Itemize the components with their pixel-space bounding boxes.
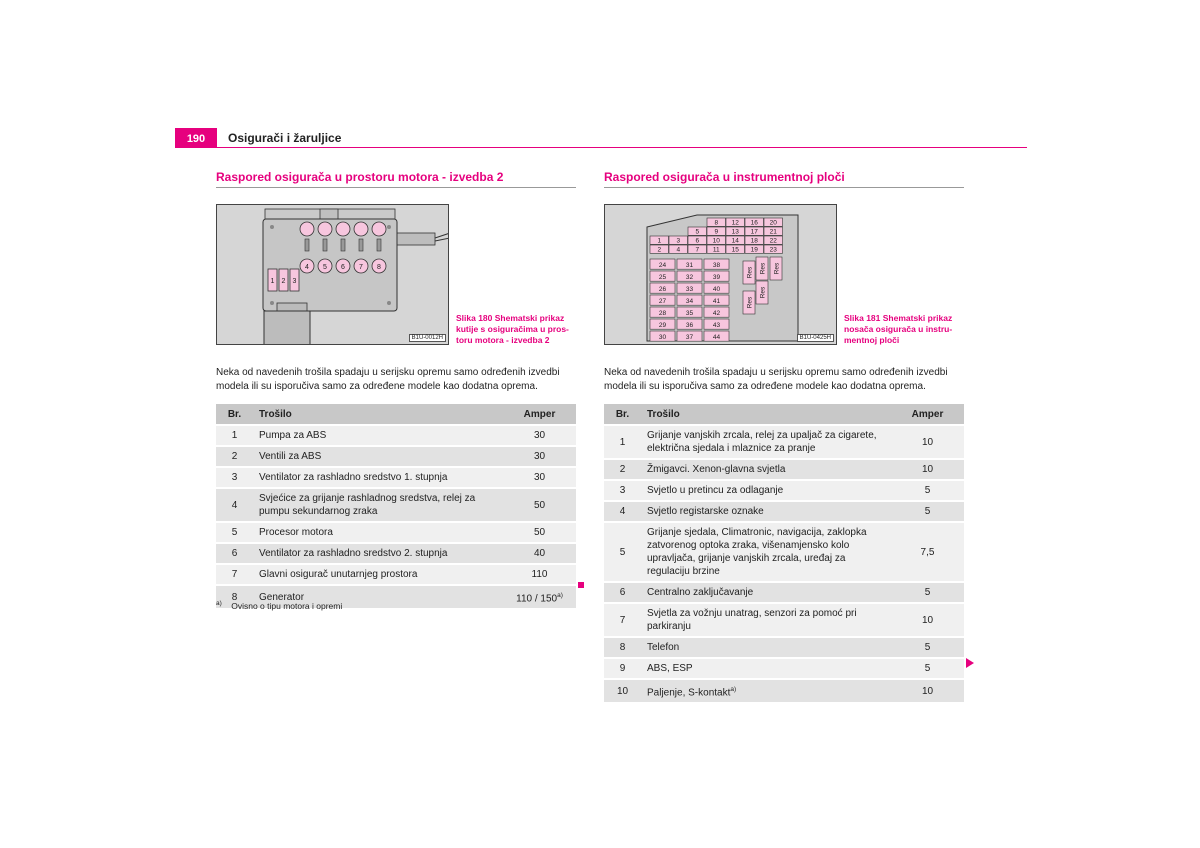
fuse-label-3: 3 [292,278,297,285]
fuse-slot-label: 32 [685,274,694,282]
fuse-slot-label: 8 [714,219,719,227]
fuse-slot-label: 3 [676,237,681,245]
fuse-slot-label: Res [759,286,767,299]
fuse-slot-label: 35 [685,310,694,318]
table-row: 3 Ventilator za rashladno sredstvo 1. stupnja 30 [216,467,576,488]
column-header-amp: Amper [891,404,964,425]
fuse-label-8: 8 [377,264,381,271]
fuse-slot-label: 38 [712,262,721,270]
fuse-label-4: 4 [305,264,309,271]
fuse-slot-label: 27 [658,298,667,306]
fuse-slot-label: 43 [712,322,721,330]
table-header-row [604,404,964,425]
table-row: 6 Ventilator za rashladno sredstvo 2. stupnja 40 [216,543,576,564]
fuse-slot-label: 37 [685,334,694,342]
table-row: 7 Glavni osigurač unutarnjeg prostora 110 [216,564,576,585]
left-figure-caption: Slika 180 Shematski prikaz kutije s osiguračima u pros- toru motora - izvedba 2 [456,313,569,345]
table-row: 7 Svjetla za vožnju unatrag, senzori za pomoć pri parkiranju 10 [604,603,964,637]
fuse-slot-label: 18 [750,237,758,245]
fuse-slot-label: 6 [695,237,700,245]
fuse-slot-label: 17 [750,228,758,236]
table-row: 4 Svjetlo registarske oznake 5 [604,501,964,522]
dashboard-fuse-holder-figure [604,204,837,345]
fuse-slot-label: 5 [695,228,700,236]
table-row: 1 Grijanje vanjskih zrcala, relej za upaljač za cigarete, električna sjedala i mlaznice za pranje 10 [604,425,964,459]
fuse-slot-label: 21 [769,228,777,236]
fuse-slot-label: 23 [769,246,777,254]
fuse-slot-label: 19 [750,246,758,254]
fuse-slot-label: 11 [712,246,720,254]
column-header-consumer: Trošilo [253,404,503,425]
left-intro-text: Neka od navedenih trošila spadaju u serijsku opremu samo određenih izvedbi modela ili su isporučiva samo za određene modele kao dodatna oprema. [216,367,560,392]
fuse-slot-label: 28 [658,310,667,318]
fuse-label-2: 2 [281,278,286,285]
fuse-slot-label: 41 [712,298,721,306]
fuse-label-5: 5 [323,264,327,271]
fuse-slot-label: 34 [685,298,694,306]
fuse-slot-label: 14 [731,237,739,245]
fuse-slot-label: 39 [712,274,721,282]
fuse-slot-label: 30 [658,334,667,342]
fuse-slot-label: Res [759,262,767,275]
page-header [175,128,1027,148]
table-row: 2 Žmigavci. Xenon-glavna svjetla 10 [604,459,964,480]
fuse-slot-label: 4 [676,246,681,254]
fuse-slot-label: 1 [657,237,662,245]
fuse-slot-label: 26 [658,286,667,294]
fuse-slot-label: 40 [712,286,721,294]
section-end-marker [578,582,584,588]
fuse-label-6: 6 [341,264,345,271]
fuse-slot-label: 22 [769,237,777,245]
fuse-slot-label: Res [773,262,781,275]
column-header-no: Br. [216,404,253,425]
table-row: 1 Pumpa za ABS 30 [216,425,576,446]
engine-fuse-table [216,404,576,610]
continue-arrow-icon [966,658,974,668]
table-row: 10 Paljenje, S-kontakt$^{a)}$ 10 [604,679,964,703]
fuse-slot-label: 12 [731,219,739,227]
fuse-slot-label: 31 [685,262,694,270]
fuse-slot-label: 36 [685,322,694,330]
fuse-slot-label: 29 [658,322,667,330]
figure-code: B1U-0012H [409,334,446,342]
table-row: 5 Procesor motora 50 [216,522,576,543]
table-row: 8 Telefon 5 [604,637,964,658]
table-row: 8 Generator 110 / 150$^{a)}$ [216,585,576,609]
fuse-slot-label: Res [746,296,754,309]
chapter-title: Osigurači i žaruljice [228,131,342,145]
table-row: 9 ABS, ESP 5 [604,658,964,679]
table-row: 4 Svjećice za grijanje rashladnog sredstva, relej za pumpu sekundarnog zraka 50 [216,488,576,522]
table-row: 5 Grijanje sjedala, Climatronic, navigacija, zaklopka zatvorenog optoka zraka, višenamjensko kolo upravljača, grijanje vanjskih zrcala, uređaj za regulaciju brzine 7,5 [604,522,964,582]
fuse-slot-label: 16 [750,219,758,227]
left-section-title: Raspored osigurača u prostoru motora - izvedba 2 [216,170,576,188]
fuse-label-1: 1 [270,278,275,285]
page-number: 190 [175,128,217,148]
right-figure-caption: Slika 181 Shematski prikaz nosača osigurača u instru- mentnoj ploči [844,313,953,345]
fuse-slot-label: Res [746,266,754,279]
figure-code: B1U-0425H [797,334,834,342]
right-intro-text: Neka od navedenih trošila spadaju u serijsku opremu samo određenih izvedbi modela ili su isporučiva samo za određene modele kao dodatna oprema. [604,367,948,392]
fuse-slot-label: 10 [712,237,720,245]
footnote: $^{a)}$ Ovisno o tipu motora i opremi [216,600,343,611]
fuse-slot-label: 44 [712,334,721,342]
table-row: 6 Centralno zaključavanje 5 [604,582,964,603]
column-header-amp: Amper [503,404,576,425]
fuse-slot-label: 7 [695,246,700,254]
table-header-row [216,404,576,425]
table-row: 2 Ventili za ABS 30 [216,446,576,467]
fuse-slot-label: 15 [731,246,739,254]
right-section-title: Raspored osigurača u instrumentnoj ploči [604,170,964,188]
engine-fuse-box-figure [216,204,449,345]
fuse-slot-label: 9 [714,228,719,236]
column-header-consumer: Trošilo [641,404,891,425]
fuse-slot-label: 25 [658,274,667,282]
fuse-slot-label: 2 [657,246,662,254]
fuse-slot-label: 20 [769,219,777,227]
fuse-slot-label: 42 [712,310,721,318]
fuse-slot-label: 13 [731,228,739,236]
dashboard-fuse-holder-illustration [605,205,837,345]
table-row: 3 Svjetlo u pretincu za odlaganje 5 [604,480,964,501]
engine-fuse-box-illustration [217,205,449,345]
fuse-slot-label: 33 [685,286,694,294]
column-header-no: Br. [604,404,641,425]
fuse-slot-label: 24 [658,262,667,270]
fuse-label-7: 7 [359,264,363,271]
dashboard-fuse-table [604,404,964,704]
